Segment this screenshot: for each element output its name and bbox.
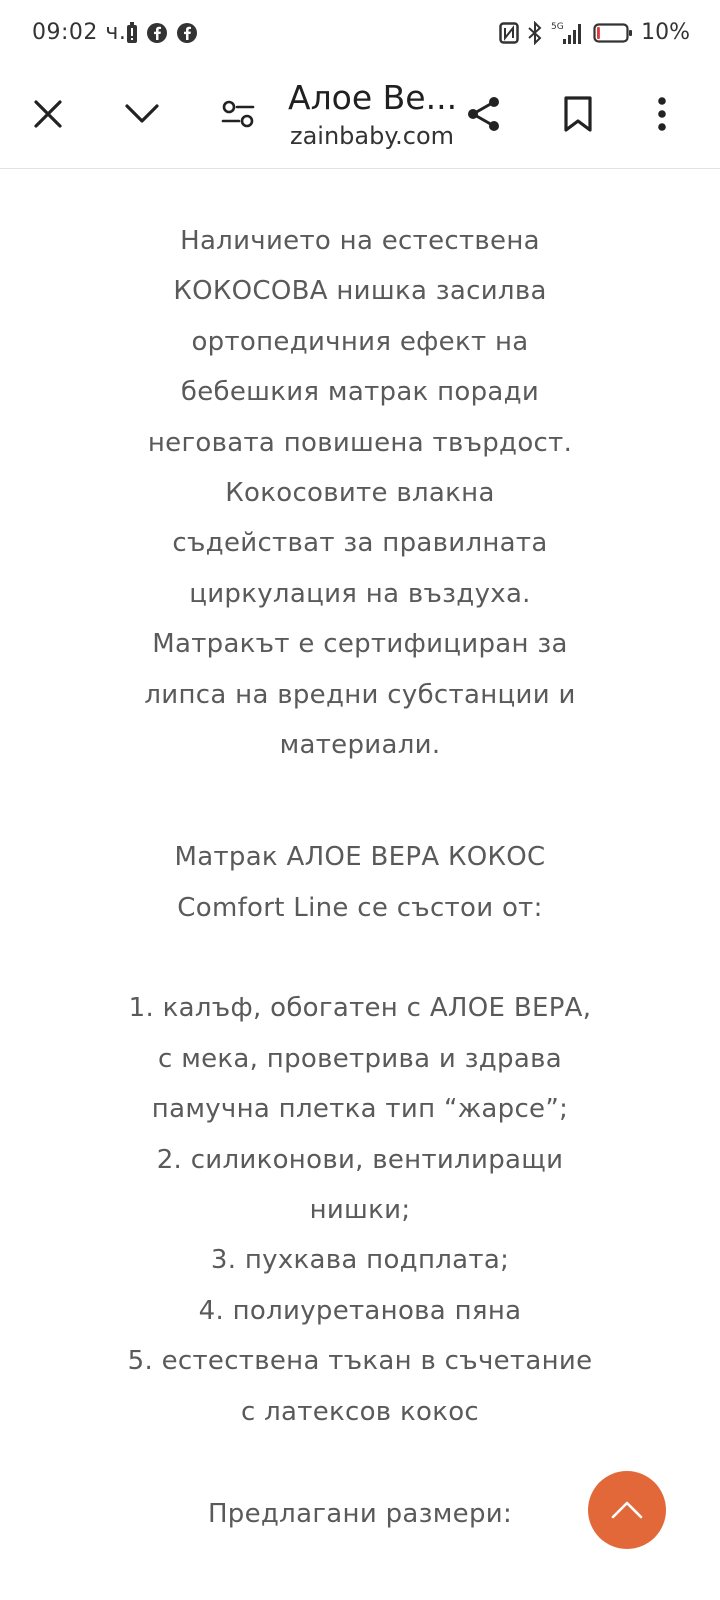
text-line: Comfort Line се състои от: [177, 892, 543, 923]
text-line: неговата повишена твърдост. [147, 427, 573, 458]
list-item: 3. пухкава подплата; [210, 1245, 510, 1276]
list-item: нишки; [309, 1194, 411, 1225]
composition-intro [100, 832, 620, 933]
svg-text:5G: 5G [551, 21, 564, 32]
facebook-icon [176, 22, 198, 44]
list-item: с латексов кокос [240, 1396, 480, 1427]
text-line: липса на вредни субстанции и [144, 679, 576, 710]
composition-list [100, 983, 620, 1437]
more-vert-icon [657, 96, 667, 132]
share-icon [464, 94, 504, 134]
chevron-up-icon [610, 1500, 644, 1520]
list-item: 5. естествена тъкан в съчетание [127, 1346, 593, 1377]
chevron-down-icon [124, 103, 160, 125]
nfc-icon [499, 22, 519, 44]
battery-saver-icon [126, 22, 138, 44]
facebook-icon [146, 22, 168, 44]
sizes-heading: Предлагани размери: [207, 1498, 513, 1529]
share-button[interactable] [452, 82, 516, 146]
text-line: ортопедичния ефект на [191, 326, 529, 357]
status-bar [0, 0, 720, 70]
text-line: Наличието на естествена [180, 226, 540, 256]
status-time: 09:02 ч. [32, 20, 127, 45]
list-item: 1. калъф, обогатен с АЛОЕ ВЕРА, [128, 993, 592, 1024]
page-settings-button[interactable] [206, 82, 270, 146]
bluetooth-icon [527, 21, 543, 45]
page-settings-icon [221, 99, 255, 129]
list-item: 2. силиконови, вентилиращи [156, 1144, 564, 1175]
signal-icon [551, 21, 585, 45]
battery-icon [593, 22, 633, 44]
description-paragraph [100, 216, 620, 770]
text-line: материали. [279, 730, 441, 761]
text-line: бебешкия матрак поради [180, 377, 540, 408]
scroll-to-top-button[interactable] [588, 1471, 666, 1549]
notification-icons [126, 22, 198, 44]
close-icon [33, 99, 63, 129]
text-line: Матрак АЛОЕ ВЕРА КОКОС [174, 842, 546, 873]
list-item: памучна плетка тип “жарсе”; [151, 1094, 569, 1125]
list-item: с мека, проветрива и здрава [158, 1043, 562, 1074]
text-line: циркулация на въздуха. [189, 578, 531, 609]
text-line: съдействат за правилната [172, 528, 548, 559]
text-line: КОКОСОВА нишка засилва [173, 276, 547, 307]
product-description [100, 216, 620, 1539]
page-title: Алое Ве... [288, 78, 458, 117]
text-line: Кокосовите влакна [225, 478, 495, 509]
text-line: Матракът е сертифициран за [152, 629, 568, 660]
list-item: 4. полиуретанова пяна [198, 1295, 522, 1326]
close-button[interactable] [16, 82, 80, 146]
browser-toolbar [0, 70, 720, 169]
system-icons [499, 20, 690, 45]
minimize-button[interactable] [110, 82, 174, 146]
more-options-button[interactable] [630, 82, 694, 146]
battery-percent: 10% [641, 20, 690, 45]
page-url: zainbaby.com [290, 122, 455, 150]
bookmark-button[interactable] [546, 82, 610, 146]
bookmark-icon [563, 95, 593, 133]
